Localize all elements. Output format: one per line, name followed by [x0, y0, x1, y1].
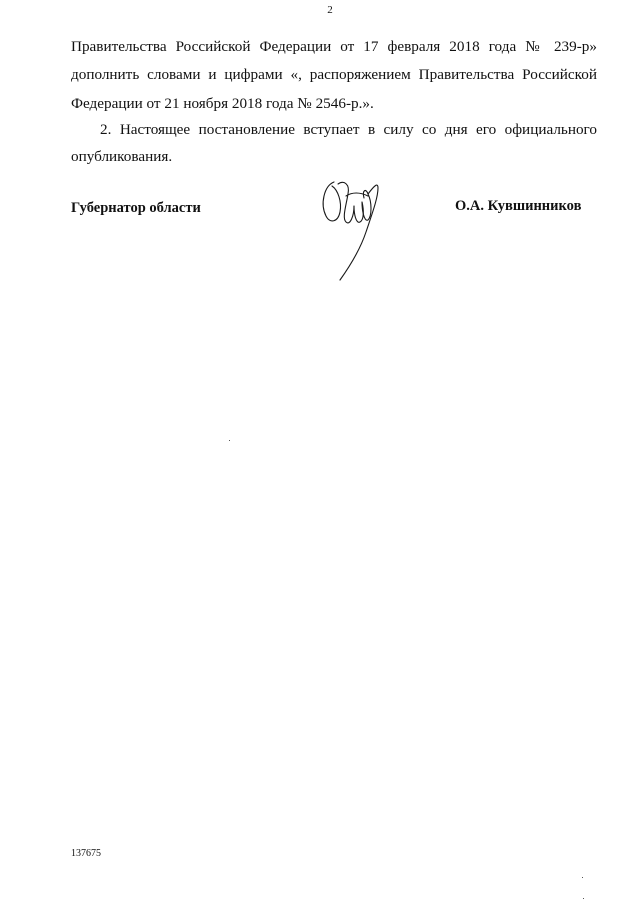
paragraph-1-line-2: дополнить словами и цифрами «, распоряжением Правительства Российской: [71, 66, 597, 83]
paragraph-1-line-1: Правительства Российской Федерации от 17 февраля 2018 года № 239-р»: [71, 38, 597, 55]
paragraph-2-line-1: 2. Настоящее постановление вступает в силу со дня его официального: [100, 121, 597, 138]
signatory-name: О.А. Кувшинников: [455, 198, 582, 214]
signatory-position-title: Губернатор области: [71, 200, 201, 216]
page-number: 2: [327, 4, 333, 16]
scan-speck: [583, 898, 584, 899]
paragraph-1-line-3: Федерации от 21 ноября 2018 года № 2546-р.».: [71, 95, 374, 112]
paragraph-2-line-2: опубликования.: [71, 148, 173, 165]
scan-speck: [229, 440, 230, 441]
handwritten-signature: [316, 174, 386, 284]
document-code: 137675: [71, 848, 101, 859]
scan-speck: [582, 877, 583, 878]
